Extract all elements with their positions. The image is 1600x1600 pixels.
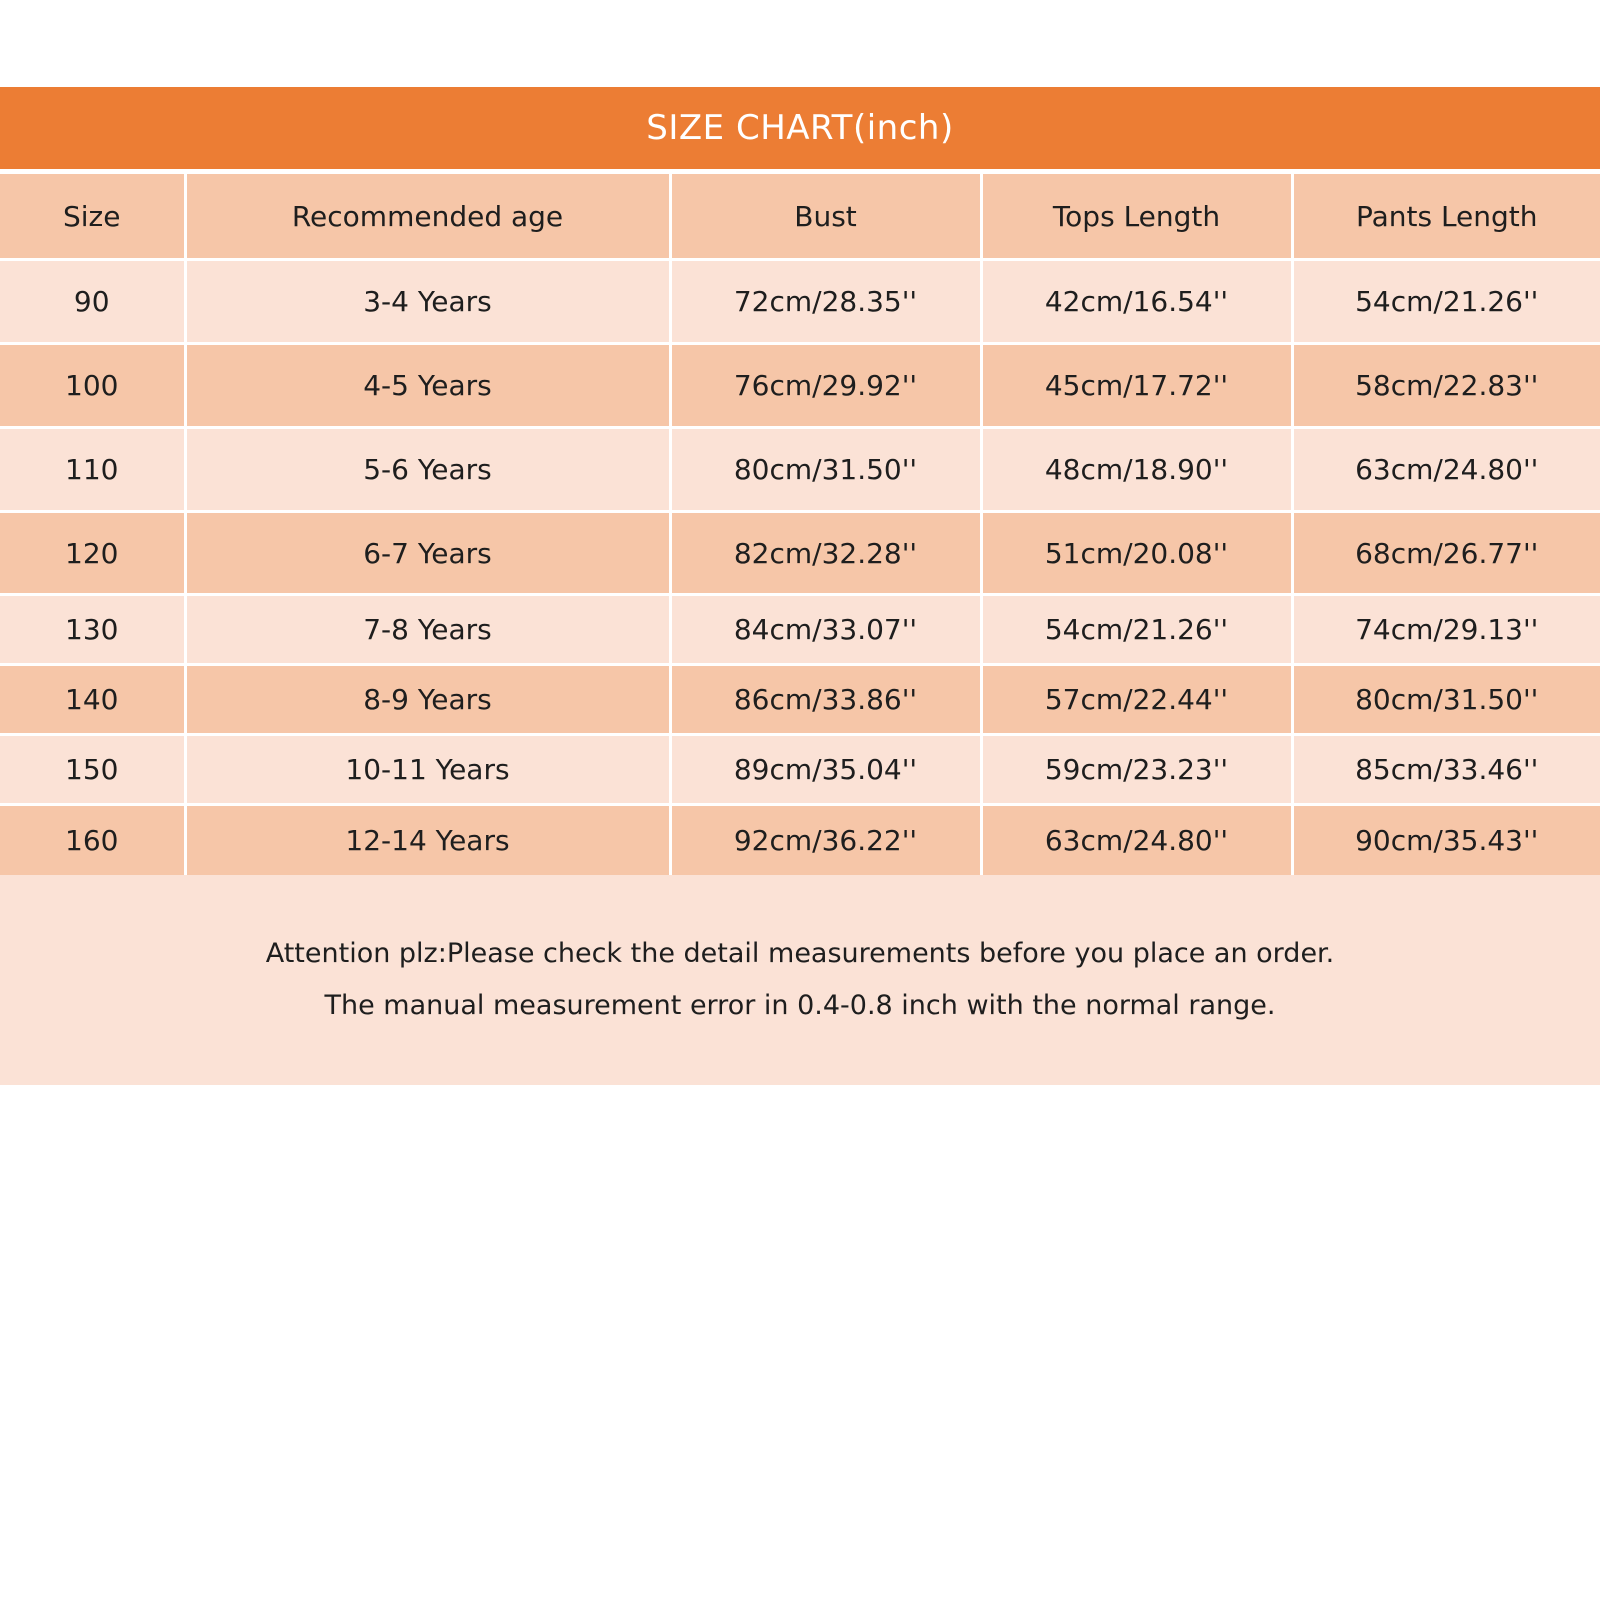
table-row [0, 805, 1600, 875]
cell-recommended-age: 7-8 Years [185, 595, 670, 665]
cell-size: 130 [0, 595, 185, 665]
cell-pants-length: 68cm/26.77'' [1292, 512, 1600, 595]
table-row [0, 344, 1600, 428]
cell-bust: 76cm/29.92'' [670, 344, 981, 428]
cell-pants-length: 54cm/21.26'' [1292, 260, 1600, 344]
table-row [0, 428, 1600, 512]
cell-recommended-age: 4-5 Years [185, 344, 670, 428]
attention-note-line: Attention plz:Please check the detail measurements before you place an order. [265, 937, 1335, 969]
cell-tops-length: 63cm/24.80'' [981, 805, 1292, 875]
cell-size: 110 [0, 428, 185, 512]
cell-recommended-age: 3-4 Years [185, 260, 670, 344]
cell-bust: 80cm/31.50'' [670, 428, 981, 512]
cell-bust: 89cm/35.04'' [670, 735, 981, 805]
cell-size: 150 [0, 735, 185, 805]
table-row [0, 595, 1600, 665]
chart-title: SIZE CHART(inch) [0, 87, 1600, 169]
column-header-pants-length: Pants Length [1292, 174, 1600, 260]
cell-tops-length: 59cm/23.23'' [981, 735, 1292, 805]
cell-pants-length: 63cm/24.80'' [1292, 428, 1600, 512]
cell-tops-length: 57cm/22.44'' [981, 665, 1292, 735]
column-header-size: Size [0, 174, 185, 260]
cell-recommended-age: 10-11 Years [185, 735, 670, 805]
cell-pants-length: 80cm/31.50'' [1292, 665, 1600, 735]
cell-recommended-age: 8-9 Years [185, 665, 670, 735]
cell-size: 90 [0, 260, 185, 344]
attention-note [0, 875, 1600, 1085]
cell-recommended-age: 5-6 Years [185, 428, 670, 512]
cell-size: 160 [0, 805, 185, 875]
size-chart [0, 87, 1600, 1085]
cell-bust: 82cm/32.28'' [670, 512, 981, 595]
cell-size: 100 [0, 344, 185, 428]
header-row [0, 174, 1600, 260]
cell-size: 120 [0, 512, 185, 595]
cell-tops-length: 42cm/16.54'' [981, 260, 1292, 344]
cell-pants-length: 74cm/29.13'' [1292, 595, 1600, 665]
column-header-recommended-age: Recommended age [185, 174, 670, 260]
table-row [0, 260, 1600, 344]
attention-note-line: The manual measurement error in 0.4-0.8 inch with the normal range. [324, 989, 1276, 1021]
column-header-tops-length: Tops Length [981, 174, 1292, 260]
cell-bust: 92cm/36.22'' [670, 805, 981, 875]
cell-tops-length: 45cm/17.72'' [981, 344, 1292, 428]
cell-pants-length: 90cm/35.43'' [1292, 805, 1600, 875]
cell-tops-length: 54cm/21.26'' [981, 595, 1292, 665]
cell-bust: 72cm/28.35'' [670, 260, 981, 344]
table-row [0, 735, 1600, 805]
cell-bust: 84cm/33.07'' [670, 595, 981, 665]
size-table [0, 174, 1600, 875]
cell-tops-length: 51cm/20.08'' [981, 512, 1292, 595]
column-header-bust: Bust [670, 174, 981, 260]
table-row [0, 665, 1600, 735]
cell-size: 140 [0, 665, 185, 735]
cell-pants-length: 58cm/22.83'' [1292, 344, 1600, 428]
table-row [0, 512, 1600, 595]
cell-recommended-age: 6-7 Years [185, 512, 670, 595]
cell-bust: 86cm/33.86'' [670, 665, 981, 735]
cell-tops-length: 48cm/18.90'' [981, 428, 1292, 512]
cell-pants-length: 85cm/33.46'' [1292, 735, 1600, 805]
cell-recommended-age: 12-14 Years [185, 805, 670, 875]
